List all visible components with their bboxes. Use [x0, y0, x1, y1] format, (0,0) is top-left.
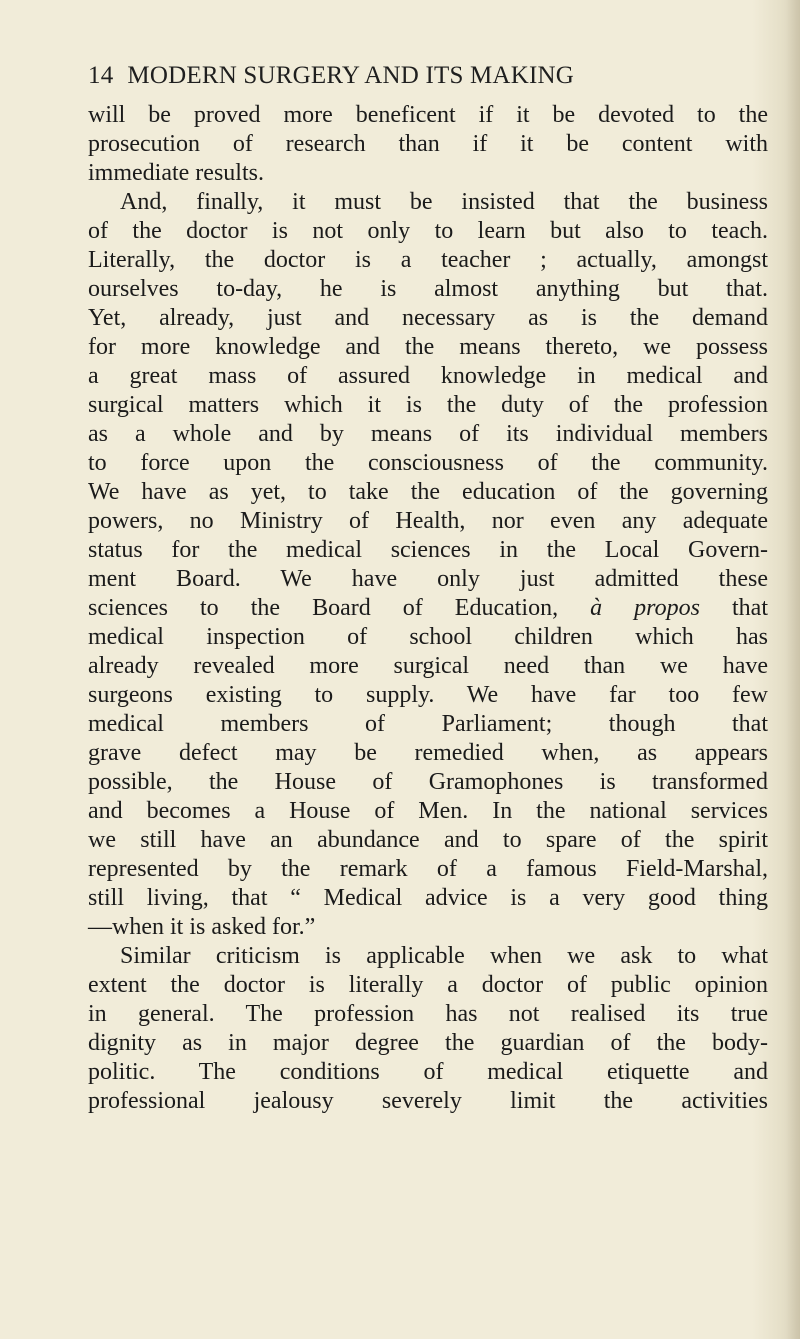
text-line: We have as yet, to take the education of the governing [88, 479, 768, 505]
text-line: professional jealousy severely limit the activities [88, 1088, 768, 1114]
text-line: surgical matters which it is the duty of the profession [88, 392, 768, 418]
text-line: still living, that “ Medical advice is a very good thing [88, 885, 768, 911]
text-line: in general. The profession has not realised its true [88, 1001, 768, 1027]
text-line: surgeons existing to supply. We have far too few [88, 682, 768, 708]
text-line: dignity as in major degree the guardian of the body- [88, 1030, 768, 1056]
text-line: possible, the House of Gramophones is transformed [88, 769, 768, 795]
italic-phrase: à propos [590, 595, 700, 621]
page-number: 14 [88, 62, 114, 89]
body-text [88, 101, 768, 1116]
text-fragment: sciences to the Board of Education, [88, 595, 559, 621]
text-line: already revealed more surgical need than we have [88, 653, 768, 679]
paragraph-first-line: And, finally, it must be insisted that the business [120, 189, 768, 215]
text-line: represented by the remark of a famous Field-Marshal, [88, 856, 768, 882]
text-line: as a whole and by means of its individual members [88, 421, 768, 447]
page-edge-shadow [786, 0, 800, 1339]
text-line: Yet, already, just and necessary as is the demand [88, 305, 768, 331]
text-fragment: that [732, 595, 769, 621]
text-line: powers, no Ministry of Health, nor even any adequate [88, 508, 768, 534]
text-line: we still have an abundance and to spare of the spirit [88, 827, 768, 853]
text-line: will be proved more beneficent if it be devoted to the [88, 102, 768, 128]
text-line: Literally, the doctor is a teacher ; actually, amongst [88, 247, 768, 273]
text-line: status for the medical sciences in the Local Govern- [88, 537, 768, 563]
text-line-with-italic [88, 594, 768, 623]
text-line: —when it is asked for.” [88, 914, 316, 940]
text-line: prosecution of research than if it be content with [88, 131, 768, 157]
text-line: medical inspection of school children which has [88, 624, 768, 650]
paragraph-first-line: Similar criticism is applicable when we ask to what [120, 943, 768, 969]
text-line: for more knowledge and the means thereto, we possess [88, 334, 768, 360]
text-line: of the doctor is not only to learn but also to teach. [88, 218, 768, 244]
text-line: immediate results. [88, 160, 264, 186]
text-line: a great mass of assured knowledge in medical and [88, 363, 768, 389]
running-title: MODERN SURGERY AND ITS MAKING [127, 62, 574, 89]
text-line: to force upon the consciousness of the community. [88, 450, 768, 476]
text-line: ourselves to-day, he is almost anything but that. [88, 276, 768, 302]
text-line: politic. The conditions of medical etiquette and [88, 1059, 768, 1085]
text-line: grave defect may be remedied when, as appears [88, 740, 768, 766]
text-line: extent the doctor is literally a doctor of public opinion [88, 972, 768, 998]
text-line: medical members of Parliament; though that [88, 711, 768, 737]
text-line: ment Board. We have only just admitted these [88, 566, 768, 592]
text-line: and becomes a House of Men. In the national services [88, 798, 768, 824]
running-head [88, 62, 768, 90]
